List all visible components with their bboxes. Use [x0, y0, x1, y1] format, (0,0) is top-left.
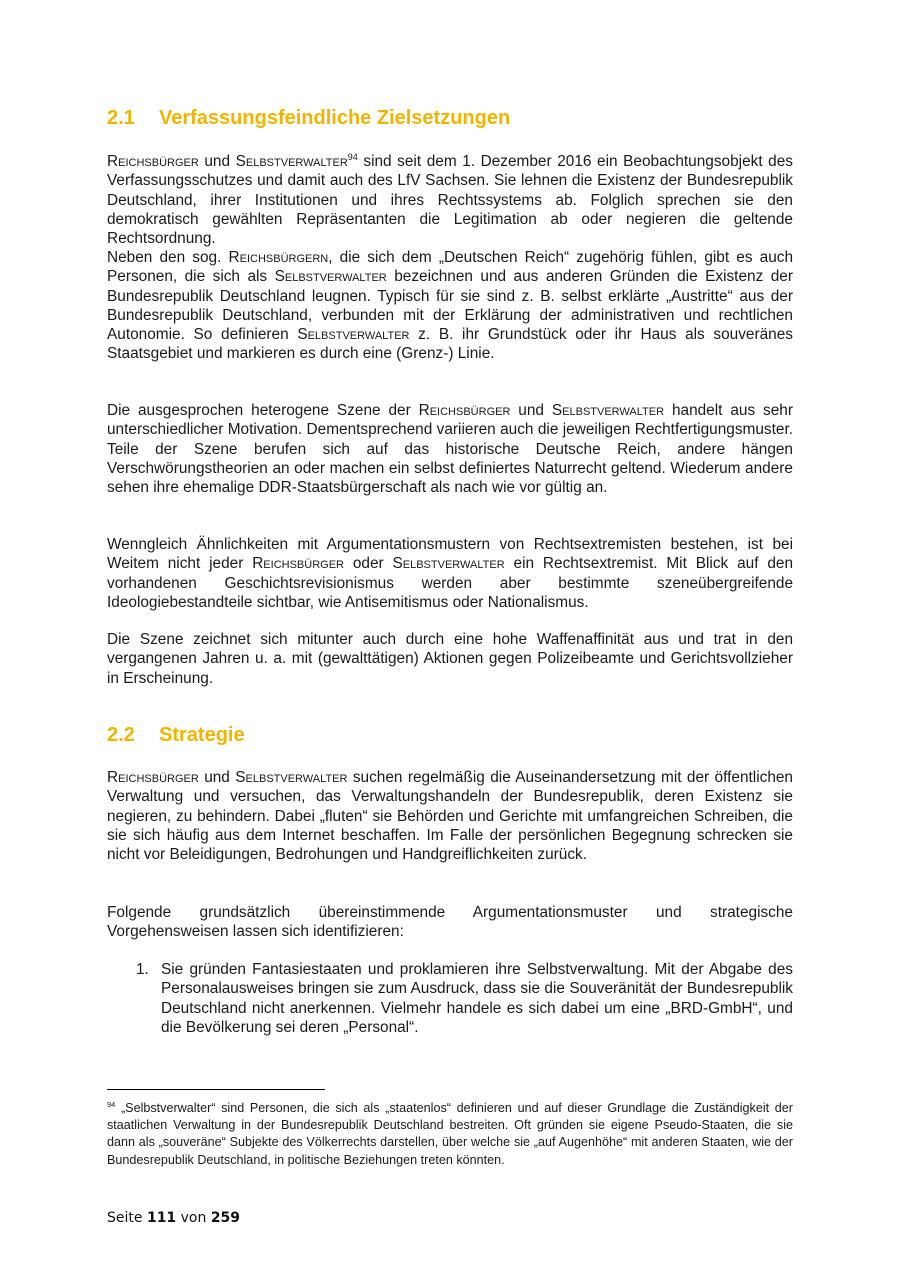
- footnote-text: „Selbstverwalter“ sind Personen, die sich als „staatenlos“ definieren und auf dieser Grundlage die Zuständigkeit der staatlichen Verwaltung in der Bundesrepublik Deutschland bestreiten. Oft gründen sie eigene Pseudo-Staaten, die sie dann als „souveräne“ Subjekte des Völkerrechts darstellen, über welche sie „auf Augenhöhe“ mit anderen Staaten, wie der Bundesrepublik Deutschland, in politische Beziehungen treten könnten.: [107, 1101, 793, 1167]
- term-reichsbuerger: Reichsbürger: [418, 402, 511, 419]
- page-current: 111: [146, 1210, 177, 1226]
- paragraph-definition: [107, 248, 793, 364]
- text-run: und: [198, 153, 236, 170]
- list-item: [107, 960, 793, 1037]
- paragraph-extremism: [107, 535, 793, 612]
- text-run: bezeichnen und aus anderen Gründen die Existenz der Bundesrepublik Deutschland leugnen. Typisch für sie sind z. B. selbst erklärte „Austritte“ aus der Bundesrepublik Deutschland, verbunden mit der Erklärung der administrativen und rechtlichen Autonomie. So definieren: [107, 268, 793, 344]
- page-number-prefix: Seite: [107, 1210, 147, 1226]
- section-number: 2.2: [107, 724, 135, 746]
- text-run: ein Rechtsextremist. Mit Blick auf den vorhandenen Geschichtsrevisionismus werden aber bestimmte szeneübergreifende Ideologiebestandteile sichtbar, wie Antisemitismus oder Nationalismus.: [107, 555, 793, 611]
- term-selbstverwalter: Selbstverwalter: [235, 153, 348, 170]
- list-marker: 1.: [136, 961, 149, 978]
- text-run: Die ausgesprochen heterogene Szene der: [107, 402, 419, 419]
- section-title: Strategie: [159, 724, 245, 746]
- list-item-text: Sie gründen Fantasiestaaten und proklamieren ihre Selbstverwaltung. Mit der Abgabe des Personalausweises bringen sie zum Ausdruck, dass sie die Souveränität der Bundesrepublik Deutschland nicht anerkennen. Vielmehr handele es sich dabei um eine „BRD-GmbH“, und die Bevölkerung sei deren „Personal“.: [161, 961, 793, 1036]
- text-run: und: [198, 769, 236, 786]
- section-number: 2.1: [107, 107, 135, 129]
- text-run: z. B. ihr Grundstück oder ihr Haus als souveränes Staatsgebiet und markieren es durch eine (Grenz-) Linie.: [107, 326, 793, 363]
- term-selbstverwalter: Selbstverwalter: [551, 402, 665, 419]
- section-heading-2-2: [107, 724, 245, 747]
- term-reichsbuergern: Reichsbürgern: [228, 249, 329, 266]
- term-reichsbuerger: Reichsbürger: [252, 555, 344, 573]
- term-reichsbuerger: Reichsbürger: [107, 769, 199, 786]
- footnote-reference[interactable]: 94: [347, 152, 358, 162]
- section-title: Verfassungsfeindliche Zielsetzungen: [159, 107, 511, 129]
- text-run: suchen regelmäßig die Auseinandersetzung mit der öffentlichen Verwaltung und versuchen, das Verwaltungshandeln der Bundesrepublik, deren Existenz sie negieren, zu behindern. Dabei „fluten“ sie Behörden und Gerichte mit umfangreichen Schreiben, die sie sich häufig aus dem Internet beschaffen. Im Falle der persönlichen Begegnung schrecken sie nicht vor Beleidigungen, Bedrohungen und Handgreiflichkeiten zurück.: [107, 769, 793, 864]
- text-run: Wenngleich Ähnlichkeiten mit Argumentationsmustern von Rechtsextremisten bestehen, ist bei Weitem nicht jeder: [107, 536, 793, 573]
- page-number: [107, 1210, 240, 1226]
- text-run: sind seit dem 1. Dezember 2016 ein Beobachtungsobjekt des Verfassungsschutzes und damit auch des LfV Sachsen. Sie lehnen die Existenz der Bundesrepublik Deutschland, ihrer Institutionen und ihres Rechtssystems ab. Folglich sprechen sie den demokratisch gewählten Repräsentanten die Legitimation ab oder negieren die geltende Rechtsordnung.: [107, 153, 793, 248]
- paragraph-heterogeneity: [107, 401, 793, 497]
- term-selbstverwalter: Selbstverwalter: [274, 268, 387, 286]
- page-total: 259: [210, 1210, 241, 1226]
- term-selbstverwalter: Selbstverwalter: [392, 555, 505, 573]
- footnote-number: 94: [107, 1100, 116, 1109]
- footnote: [107, 1100, 793, 1169]
- paragraph-weapons: Die Szene zeichnet sich mitunter auch durch eine hohe Waffenaffinität aus und trat in den vergangenen Jahren u. a. mit (gewalttätigen) Aktionen gegen Polizeibeamte und Gerichtsvollzieher in Erscheinung.: [107, 631, 793, 687]
- text-run: Neben den sog.: [107, 249, 229, 266]
- text-run: handelt aus sehr unterschiedlicher Motivation. Dementsprechend variieren auch die jeweiligen Rechtfertigungsmuster. Teile der Szene berufen sich auf das historische Deutsche Reich, andere hängen Verschwörungstheorien an oder machen ein selbst definiertes Naturrecht geltend. Wiederum andere sehen ihre ehemalige DDR-Staatsbürgerschaft als nach wie vor gültig an.: [107, 402, 793, 497]
- text-run: oder: [343, 555, 393, 573]
- paragraph-intro: [107, 152, 793, 248]
- page-number-separator: von: [176, 1210, 211, 1226]
- section-heading-2-1: [107, 107, 510, 130]
- text-run: , die sich dem „Deutschen Reich“ zugehörig fühlen, gibt es auch Personen, die sich als: [107, 249, 794, 286]
- paragraph-strategy: [107, 768, 793, 864]
- term-selbstverwalter: Selbstverwalter: [235, 769, 348, 786]
- paragraph-patterns-intro: Folgende grundsätzlich übereinstimmende Argumentationsmuster und strategische Vorgehensweisen lassen sich identifizieren:: [107, 904, 793, 941]
- text-run: und: [510, 402, 552, 419]
- term-reichsbuerger: Reichsbürger: [107, 153, 199, 170]
- footnote-separator: [107, 1089, 325, 1090]
- term-selbstverwalter: Selbstverwalter: [297, 326, 410, 344]
- patterns-list: [107, 960, 793, 1037]
